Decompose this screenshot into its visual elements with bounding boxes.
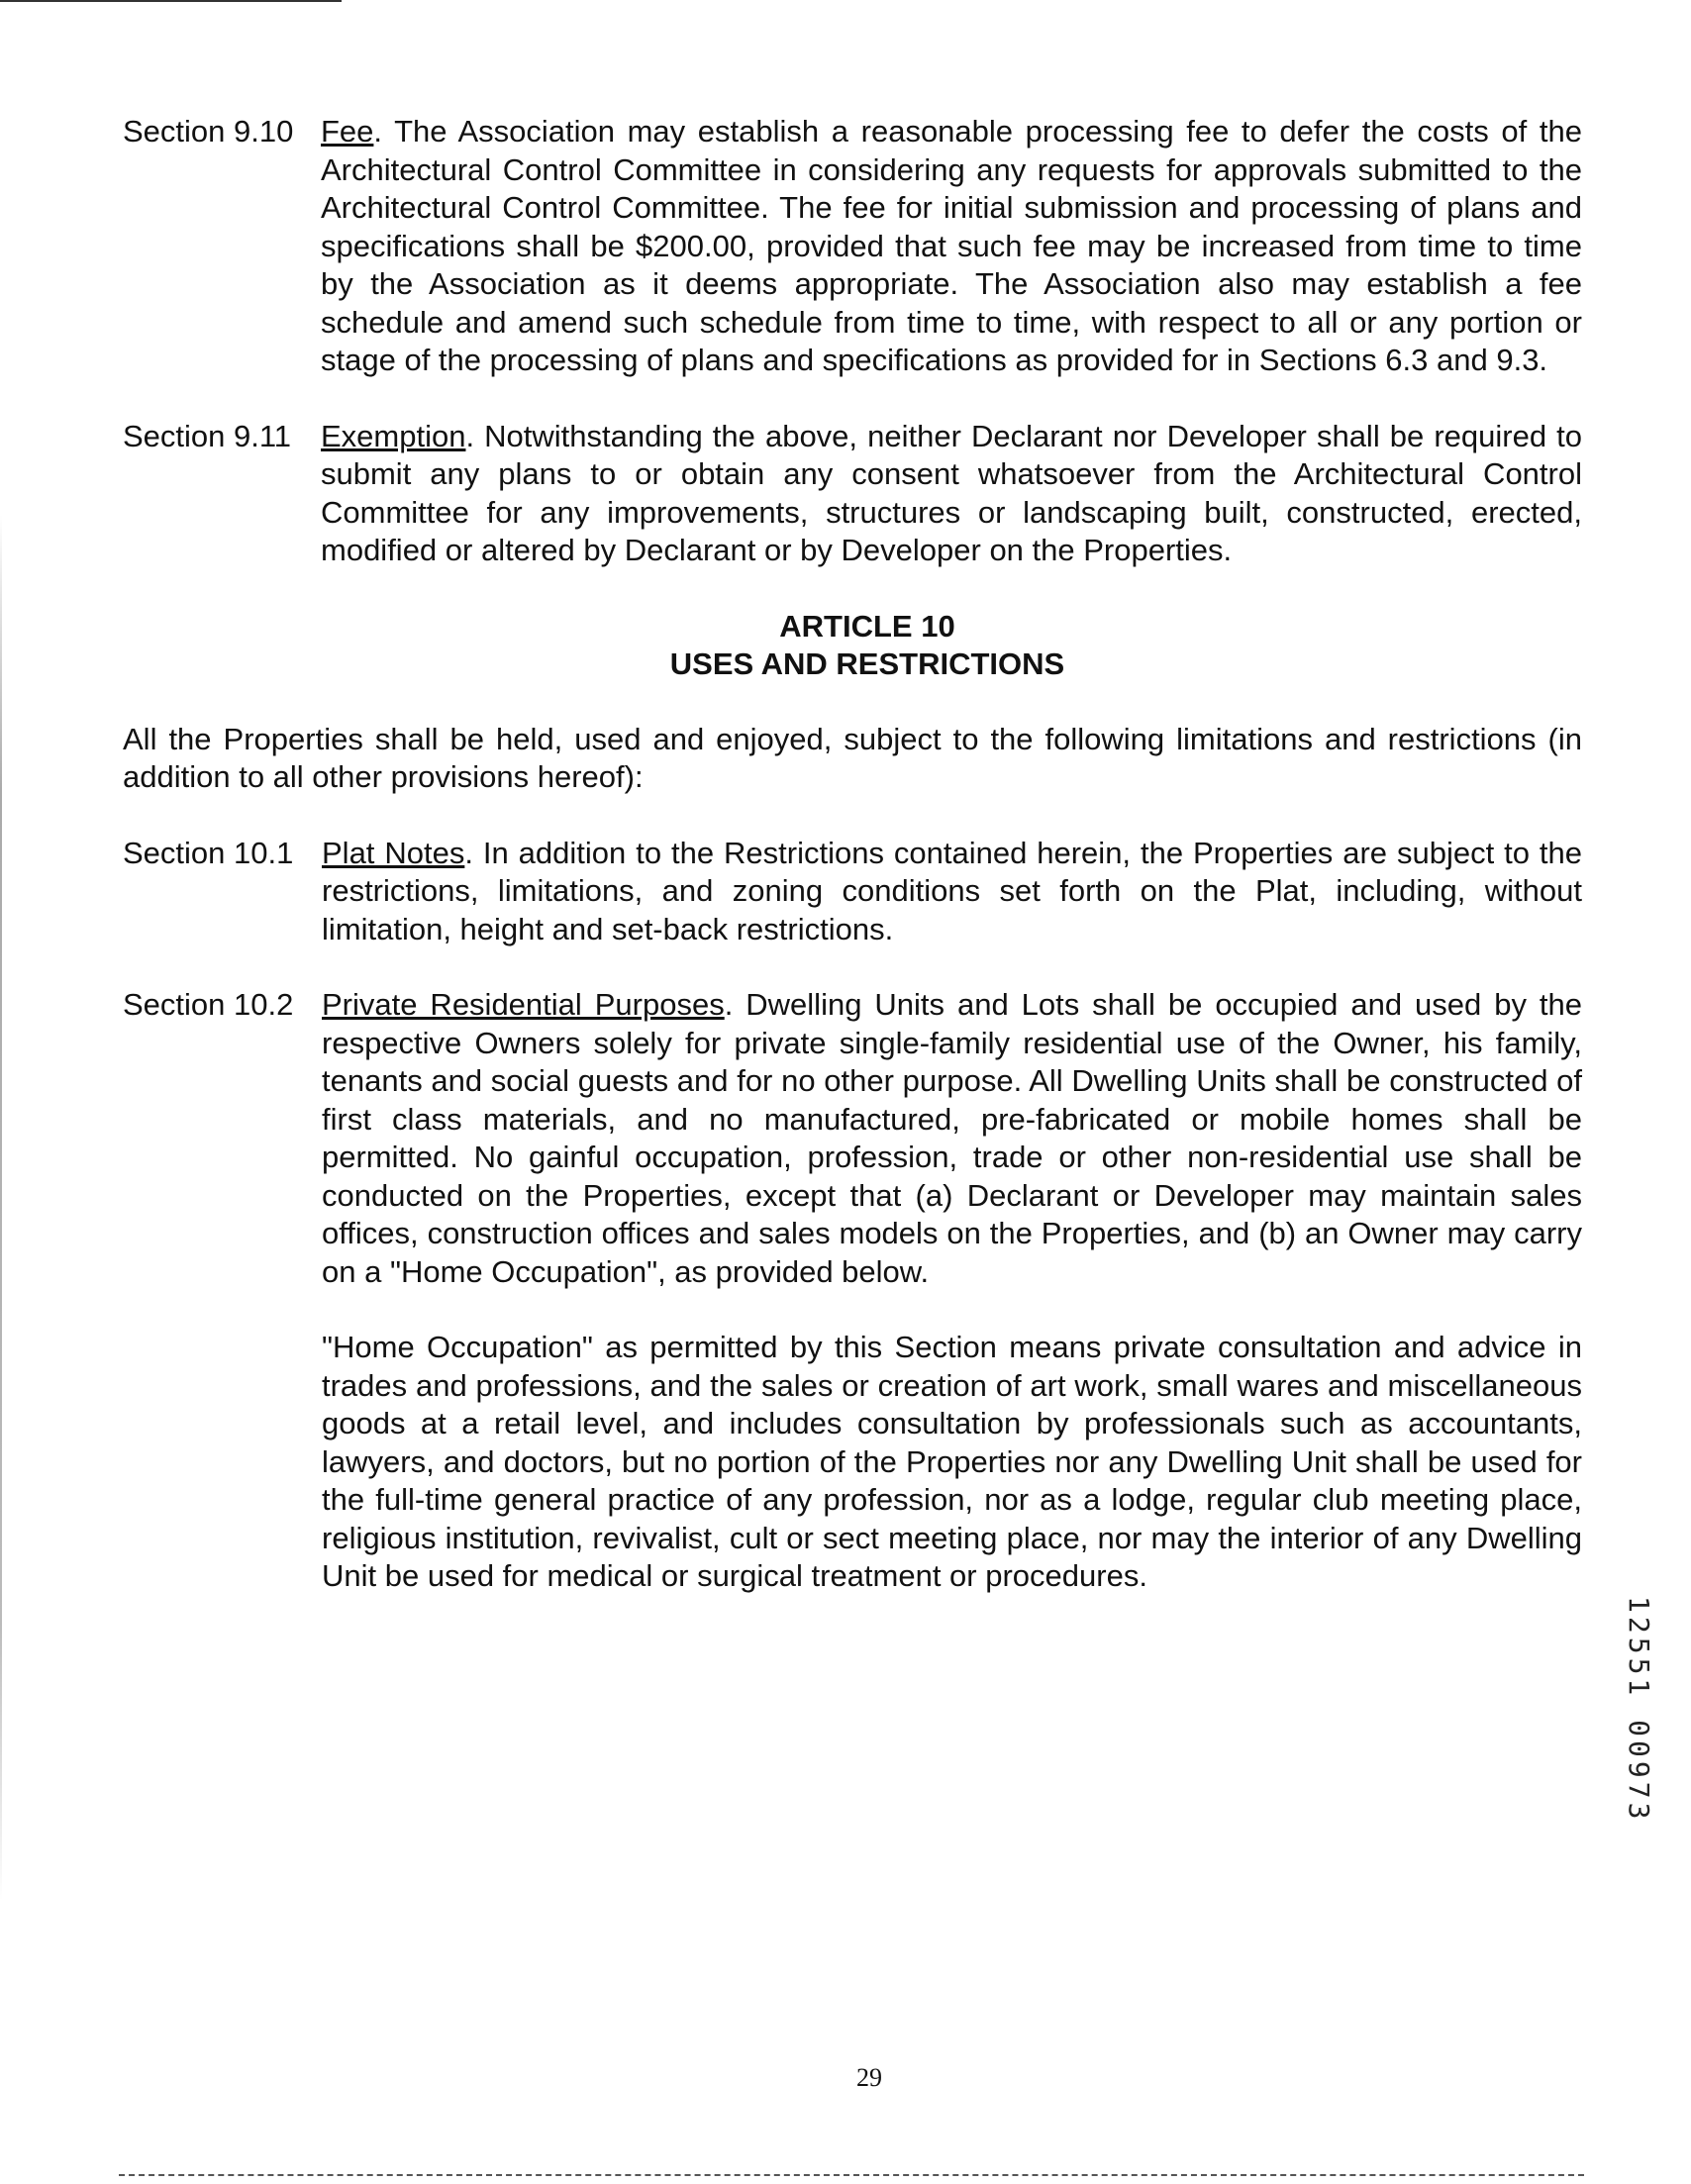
section-text: . Notwithstanding the above, neither Declarant nor Developer shall be required to submit any plans to or obtain any consent whatsoever from the Architectural Control Committee for any improvements, structures or landscaping built, constructed, erected, modified or altered by Declarant or by Developer on the Properties. — [321, 418, 1582, 567]
section-label: Section 10.2 — [123, 987, 294, 1022]
scan-edge-bottom — [119, 2174, 1584, 2177]
section-body — [322, 835, 1582, 949]
section-title: Plat Notes — [322, 835, 465, 870]
section-text: . The Association may establish a reasonable processing fee to defer the costs of the Architectural Control Committee in considering any requests for approvals submitted to the Architectural Control Committee. The fee for initial submission and processing of plans and specifications shall be $200.00, provided that such fee may be increased from time to time by the Association as it deems appropriate. The Association also may establish a fee schedule and amend such schedule from time to time, with respect to all or any portion or stage of the processing of plans and specifications as provided for in Sections 6.3 and 9.3. — [321, 114, 1582, 377]
article-heading — [123, 608, 1582, 683]
section-text: . In addition to the Restrictions contained herein, the Properties are subject to the restrictions, limitations, and zoning conditions set forth on the Plat, including, without limitation, height and set-back restrictions. — [322, 835, 1582, 946]
section-label: Section 9.10 — [123, 114, 294, 149]
page-number — [0, 2063, 1691, 2093]
section-title: Private Residential Purposes — [322, 987, 725, 1022]
article-intro: All the Properties shall be held, used and enjoyed, subject to the following limitations and restrictions (in addition to all other provisions hereof): — [123, 721, 1582, 794]
section-10-2 — [123, 986, 1582, 1291]
section-body — [322, 986, 1582, 1291]
page-number-text: 29 — [856, 2063, 882, 2092]
section-9-10 — [123, 113, 1582, 380]
side-stamp — [1624, 1596, 1663, 1863]
section-body — [321, 418, 1582, 570]
article-title: USES AND RESTRICTIONS — [669, 645, 1065, 681]
section-10-1 — [123, 835, 1582, 949]
section-label: Section 9.11 — [123, 418, 292, 453]
article-number: ARTICLE 10 — [779, 608, 955, 644]
side-stamp-text: 12551 00973 — [1623, 1596, 1655, 1824]
document-page — [123, 113, 1582, 1634]
home-occupation-paragraph: "Home Occupation" as permitted by this Section means private consultation and advice in trades and professions, and the sales or creation of art work, small wares and miscellaneous goods at a retail level, and includes consultation by professionals such as accountants, lawyers, and doctors, but no portion of the Properties nor any Dwelling Unit shall be used for the full-time general practice of any profession, nor as a lodge, regular club meeting place, religious institution, revivalist, cult or sect meeting place, nor may the interior of any Dwelling Unit be used for medical or surgical treatment or procedures. — [322, 1330, 1582, 1593]
scan-edge-left — [0, 515, 2, 1901]
section-9-11 — [123, 418, 1582, 570]
scan-edge-top — [0, 0, 342, 2]
section-label: Section 10.1 — [123, 835, 294, 870]
section-body — [321, 113, 1582, 380]
section-text: . Dwelling Units and Lots shall be occupied and used by the respective Owners solely for private single-family residential use of the Owner, his family, tenants and social guests and for no other purpose. All Dwelling Units shall be constructed of first class materials, and no manufactured, pre-fabricated or mobile homes shall be permitted. No gainful occupation, profession, trade or other non-residential use shall be conducted on the Properties, except that (a) Declarant or Developer may maintain sales offices, construction offices and sales models on the Properties, and (b) an Owner may carry on a "Home Occupation", as provided below. — [322, 987, 1582, 1289]
section-title: Fee — [321, 114, 374, 149]
section-title: Exemption — [321, 418, 466, 453]
